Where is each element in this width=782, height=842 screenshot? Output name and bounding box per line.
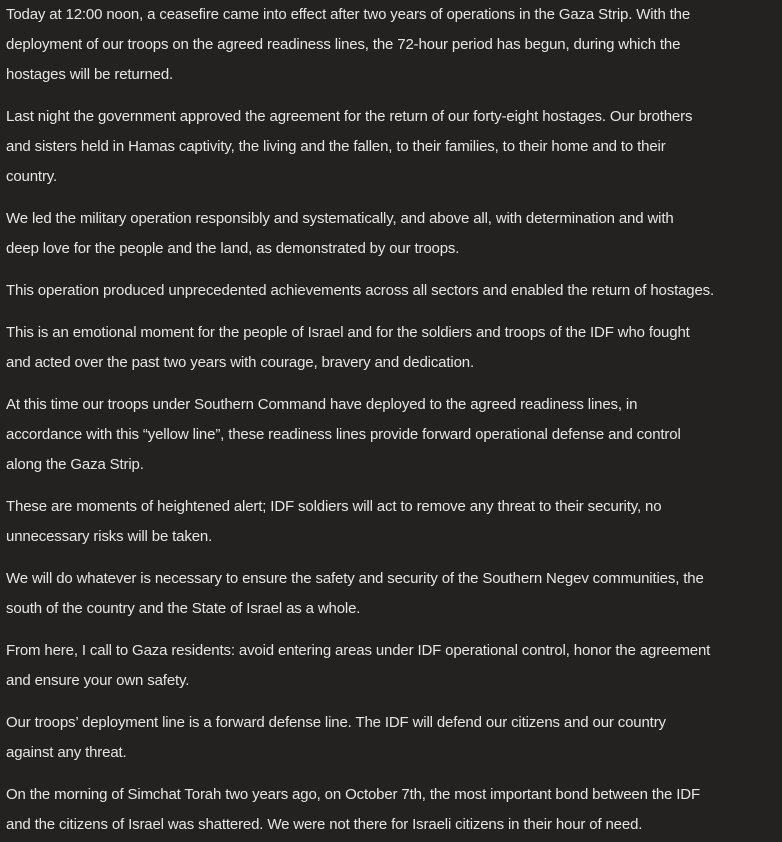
text-line: We will do whatever is necessary to ensure the safety and security of the Southern Negev communities, the	[6, 570, 704, 587]
paragraph	[6, 636, 776, 696]
text-line: From here, I call to Gaza residents: avoid entering areas under IDF operational control, honor the agreement	[6, 642, 711, 659]
text-line: Our troops’ deployment line is a forward defense line. The IDF will defend our citizens and our country	[6, 714, 666, 731]
paragraph	[6, 318, 776, 378]
text-line: and the citizens of Israel was shattered. We were not there for Israeli citizens in their hour of need.	[6, 816, 643, 833]
text-line: south of the country and the State of Israel as a whole.	[6, 600, 361, 617]
text-line: Today at 12:00 noon, a ceasefire came into effect after two years of operations in the Gaza Strip. With the	[6, 6, 691, 23]
text-line: Last night the government approved the agreement for the return of our forty-eight hostages. Our brothers	[6, 108, 693, 125]
text-line: accordance with this “yellow line”, these readiness lines provide forward operational defense and control	[6, 426, 681, 443]
paragraph	[6, 0, 776, 90]
text-line: and acted over the past two years with courage, bravery and dedication.	[6, 354, 474, 371]
paragraph	[6, 390, 776, 480]
text-line: and ensure your own safety.	[6, 672, 190, 689]
text-line: deployment of our troops on the agreed readiness lines, the 72-hour period has begun, during which the	[6, 36, 681, 53]
paragraph	[6, 204, 776, 264]
text-line: This is an emotional moment for the people of Israel and for the soldiers and troops of the IDF who fought	[6, 324, 690, 341]
text-line: unnecessary risks will be taken.	[6, 528, 213, 545]
text-line: At this time our troops under Southern Command have deployed to the agreed readiness lines, in	[6, 396, 638, 413]
text-line: hostages will be returned.	[6, 66, 174, 83]
text-line: country.	[6, 168, 58, 185]
paragraph	[6, 564, 776, 624]
paragraph	[6, 708, 776, 768]
text-line: and sisters held in Hamas captivity, the living and the fallen, to their families, to their home and to their	[6, 138, 666, 155]
text-line: We led the military operation responsibly and systematically, and above all, with determination and with	[6, 210, 674, 227]
text-line: This operation produced unprecedented achievements across all sectors and enabled the return of hostages.	[6, 282, 715, 299]
text-line: These are moments of heightened alert; IDF soldiers will act to remove any threat to their security, no	[6, 498, 662, 515]
text-line: along the Gaza Strip.	[6, 456, 144, 473]
paragraph	[6, 780, 776, 840]
paragraph	[6, 102, 776, 192]
text-line: On the morning of Simchat Torah two years ago, on October 7th, the most important bond between the IDF	[6, 786, 700, 803]
paragraph	[6, 492, 776, 552]
paragraph	[6, 276, 776, 306]
text-line: deep love for the people and the land, as demonstrated by our troops.	[6, 240, 460, 257]
text-line: against any threat.	[6, 744, 127, 761]
